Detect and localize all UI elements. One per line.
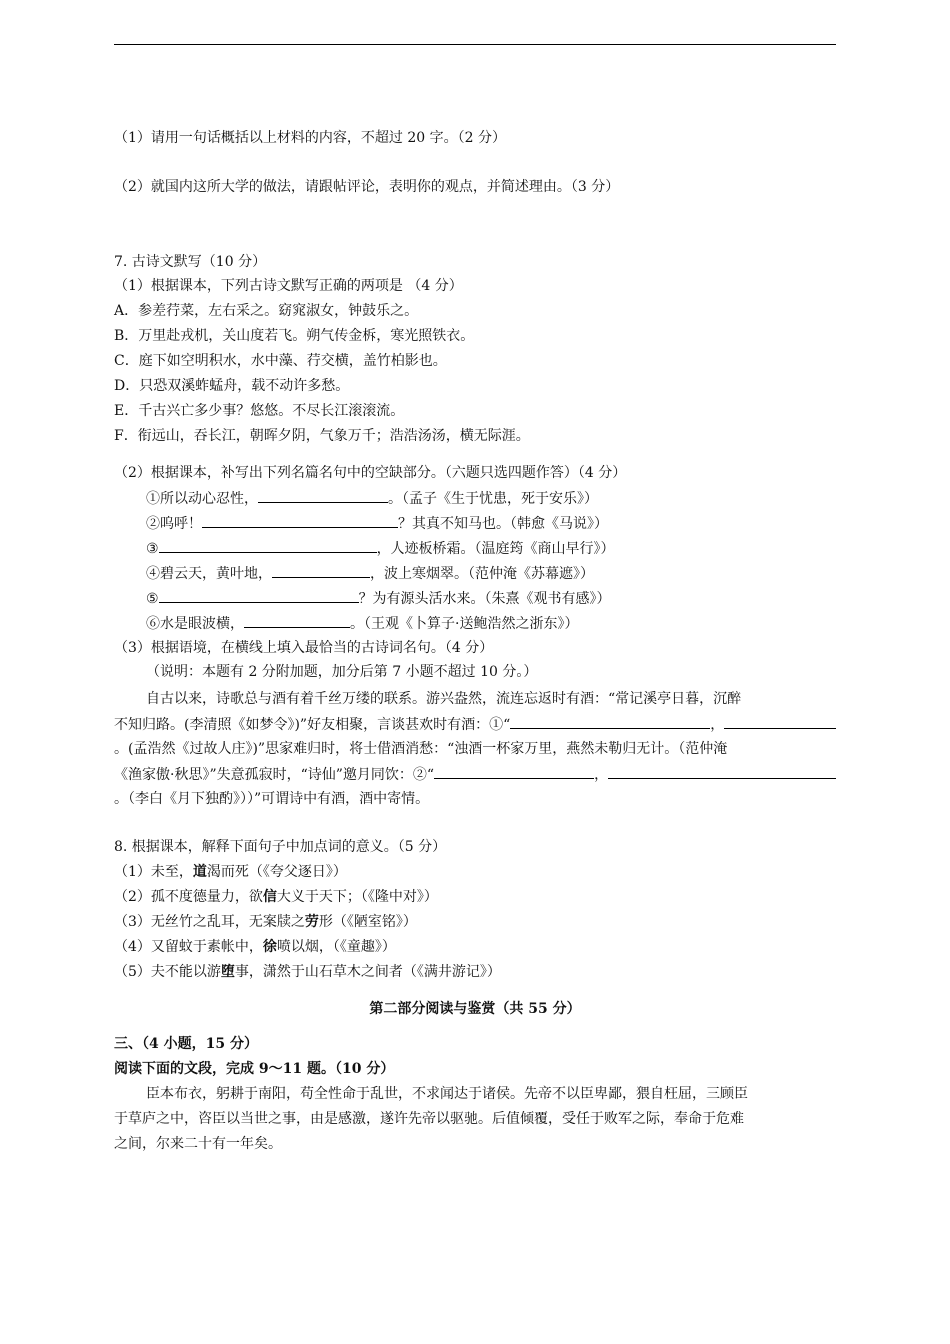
q6-sub1: （1）请用一句话概括以上材料的内容，不超过 20 字。（2 分） <box>114 130 506 146</box>
passage-line-1: 臣本布衣，躬耕于南阳，苟全性命于乱世，不求闻达于诸侯。先帝不以臣卑鄙，猥自枉屈，三顾臣 <box>146 1086 748 1102</box>
q7-part2-head: （2）根据课本，补写出下列名篇名句中的空缺部分。（六题只选四题作答）（4 分） <box>114 465 627 481</box>
part2-title: 第二部分阅读与鉴赏（共 55 分） <box>369 1001 581 1017</box>
q8-item-1: （1）未至，道渴而死（《夸父逐日》） <box>114 864 347 880</box>
answer-blank[interactable] <box>272 563 370 578</box>
q6-sub2: （2）就国内这所大学的做法，请跟帖评论，表明你的观点，并简述理由。（3 分） <box>114 179 620 195</box>
q7-para-line1: 自古以来，诗歌总与酒有着千丝万缕的联系。游兴盎然，流连忘返时有酒：“常记溪亭日暮，沉醉 <box>146 691 742 707</box>
section-three-heading: 三、（4 小题，15 分） <box>114 1036 258 1052</box>
q7-fill-5: ⑤ ？为有源头活水来。（朱熹《观书有感》） <box>146 588 611 608</box>
q7-part3-note: （说明：本题有 2 分附加题，加分后第 7 小题不超过 10 分。） <box>146 664 538 680</box>
q7-option-f: F．衔远山，吞长江，朝晖夕阴，气象万千；浩浩汤汤，横无际涯。 <box>114 428 530 444</box>
answer-blank[interactable] <box>724 714 836 729</box>
q7-option-e: E．千古兴亡多少事？悠悠。不尽长江滚滚流。 <box>114 403 405 419</box>
dotted-word: 堕 <box>220 964 235 980</box>
answer-blank[interactable] <box>434 764 594 779</box>
q7-para-line2: 不知归路。(李清照《如梦令》)”好友相聚，言谈甚欢时有酒：①“ ， <box>114 714 836 734</box>
q8-item-4: （4）又留蚊于素帐中，徐喷以烟，（《童趣》） <box>114 939 396 955</box>
q8-title: 8. 根据课本，解释下面句子中加点词的意义。（5 分） <box>114 839 447 855</box>
q7-option-b: B．万里赴戎机，关山度若飞。朔气传金柝，寒光照铁衣。 <box>114 328 475 344</box>
answer-blank[interactable] <box>202 513 398 528</box>
q7-fill-4: ④碧云天，黄叶地， ，波上寒烟翠。（范仲淹《苏幕遮》） <box>146 563 594 583</box>
dotted-word: 劳 <box>304 914 319 930</box>
dotted-word: 徐 <box>262 939 277 955</box>
answer-blank[interactable] <box>510 714 710 729</box>
q7-title: 7. 古诗文默写（10 分） <box>114 254 267 270</box>
dotted-word: 道 <box>192 864 207 880</box>
q7-option-c: C．庭下如空明积水，水中藻、荇交横，盖竹柏影也。 <box>114 353 447 369</box>
passage-line-3: 之间，尔来二十有一年矣。 <box>114 1136 282 1152</box>
answer-blank[interactable] <box>244 613 350 628</box>
header-rule <box>114 44 836 45</box>
q7-fill-1: ①所以动心忍性， 。（孟子《生于忧患，死于安乐》） <box>146 488 598 508</box>
q8-item-2: （2）孤不度德量力，欲信大义于天下；（《隆中对》） <box>114 889 438 905</box>
q7-fill-3: ③ ，人迹板桥霜。（温庭筠《商山早行》） <box>146 538 615 558</box>
passage-line-2: 于草庐之中，咨臣以当世之事，由是感激，遂许先帝以驱驰。后值倾覆，受任于败军之际，奉命于危难 <box>114 1111 744 1127</box>
q7-fill-2: ②呜呼！ ？其真不知马也。（韩愈《马说》） <box>146 513 608 533</box>
q8-item-3: （3）无丝竹之乱耳，无案牍之劳形（《陋室铭》） <box>114 914 417 930</box>
q7-part1-head: （1）根据课本，下列古诗文默写正确的两项是 （4 分） <box>114 278 463 294</box>
answer-blank[interactable] <box>159 588 359 603</box>
q8-item-5: （5）夫不能以游堕事，潇然于山石草木之间者（《满井游记》） <box>114 964 501 980</box>
q7-para-line3: 。(孟浩然《过故人庄》)”思家难归时，将士借酒消愁：“浊酒一杯家万里，燕然未勒归无计。（范仲淹 <box>114 741 728 757</box>
dotted-word: 信 <box>262 889 277 905</box>
q7-fill-6: ⑥水是眼波横， 。（王观《卜算子·送鲍浩然之浙东》） <box>146 613 578 633</box>
answer-blank[interactable] <box>608 764 836 779</box>
q7-option-d: D．只恐双溪蚱蜢舟，载不动许多愁。 <box>114 378 350 394</box>
q7-part3-head: （3）根据语境，在横线上填入最恰当的古诗词名句。（4 分） <box>114 640 494 656</box>
reading-instruction: 阅读下面的文段，完成 9～11 题。（10 分） <box>114 1061 395 1077</box>
answer-blank[interactable] <box>258 488 388 503</box>
q7-para-line5: 。（李白《月下独酌》））”可谓诗中有酒，酒中寄情。 <box>114 791 430 807</box>
q7-para-line4: 《渔家傲·秋思》”失意孤寂时，“诗仙”邀月同饮：②“ ， <box>114 764 836 784</box>
q7-option-a: A．参差荇菜，左右采之。窈窕淑女，钟鼓乐之。 <box>114 303 419 319</box>
answer-blank[interactable] <box>159 538 377 553</box>
